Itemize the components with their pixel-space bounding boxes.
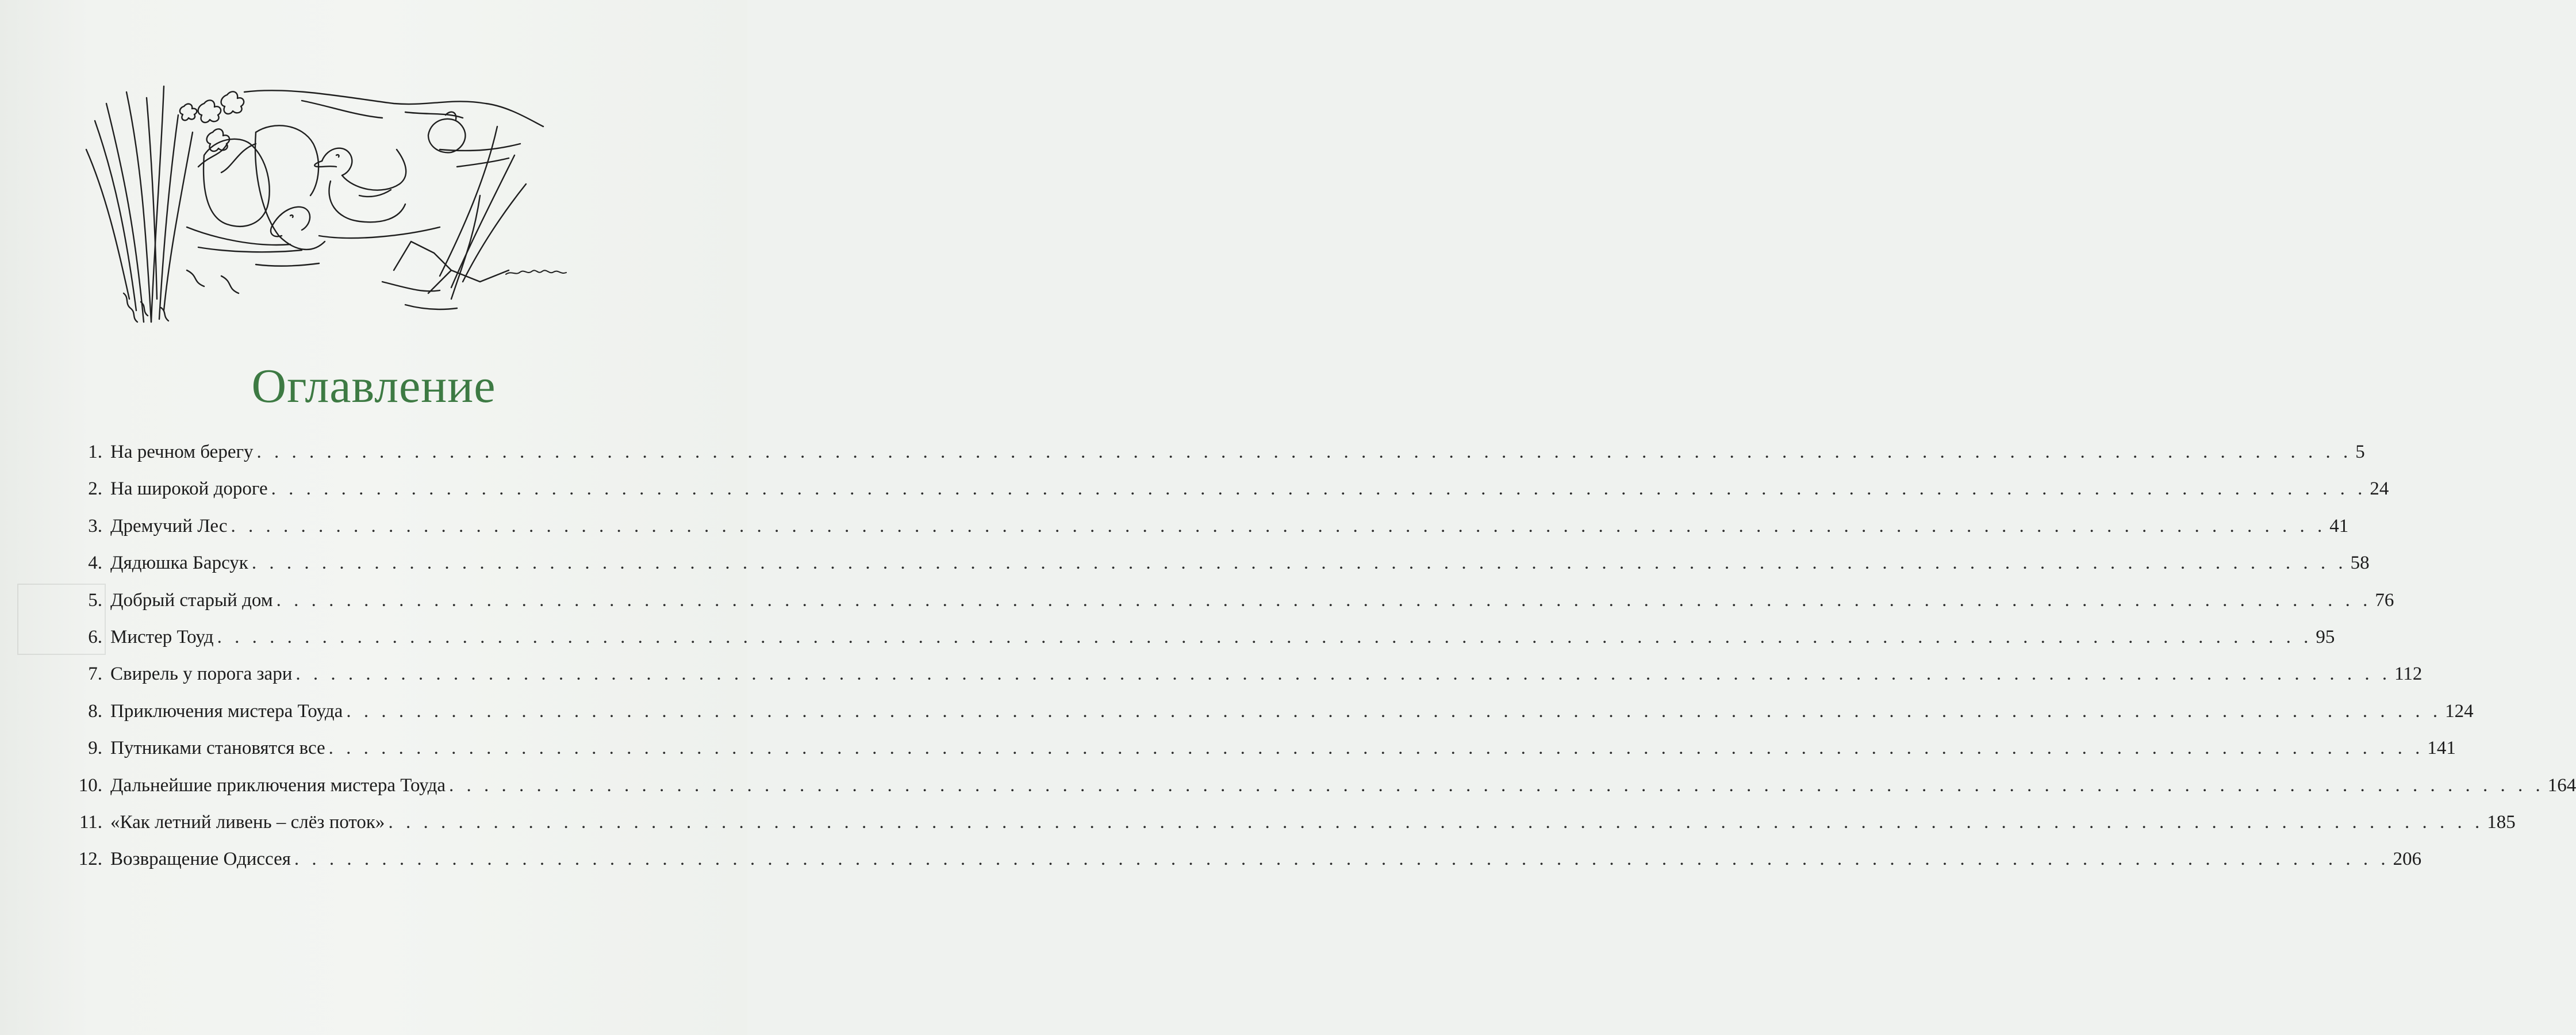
- toc-chapter-number: 6.: [88, 626, 102, 647]
- toc-entry[interactable]: [64, 626, 2335, 664]
- toc-entry[interactable]: [64, 553, 2370, 589]
- toc-page-number: 141: [2427, 738, 2456, 759]
- toc-dot-leader: . . . . . . . . . . . . . . . . . . . . . . . . . . . . . . . . . . . . . . . . . . . . . . . . . . . . . . . . . . . . . . . . . . . . . . . . . . . . . . . . . . . . . . . . . . . . . . . . . . . . . . . . . . . . . . . . . . . . . . . .: [231, 515, 2327, 536]
- toc-chapter-number: 2.: [88, 478, 102, 500]
- toc-dot-leader: . . . . . . . . . . . . . . . . . . . . . . . . . . . . . . . . . . . . . . . . . . . . . . . . . . . . . . . . . . . . . . . . . . . . . . . . . . . . . . . . . . . . . . . . . . . . . . . . . . . . . . . . . . . . . . . . . . . . . . . .: [295, 664, 2391, 685]
- toc-entry[interactable]: [64, 664, 2423, 700]
- toc-chapter-title: Приключения мистера Тоуда: [110, 700, 343, 722]
- toc-page-number: 185: [2487, 811, 2516, 833]
- toc-dot-leader: . . . . . . . . . . . . . . . . . . . . . . . . . . . . . . . . . . . . . . . . . . . . . . . . . . . . . . . . . . . . . . . . . . . . . . . . . . . . . . . . . . . . . . . . . . . . . . . . . . . . . . . . . . . . . . . . . . . . . . . .: [346, 700, 2442, 722]
- page-title: Оглавление: [251, 359, 496, 413]
- toc-page-number: 112: [2394, 664, 2423, 685]
- toc-chapter-title: Дремучий Лес: [110, 515, 228, 536]
- toc-entry[interactable]: [64, 700, 2474, 738]
- toc-dot-leader: . . . . . . . . . . . . . . . . . . . . . . . . . . . . . . . . . . . . . . . . . . . . . . . . . . . . . . . . . . . . . . . . . . . . . . . . . . . . . . . . . . . . . . . . . . . . . . . . . . . . . . . . . . . . . . . . . . . . . . . .: [256, 442, 2352, 462]
- toc-chapter-title: Добрый старый дом: [110, 589, 273, 611]
- toc-chapter-title: Возвращение Одиссея: [110, 849, 291, 870]
- toc-chapter-title: Дальнейшие приключения мистера Тоуда: [110, 775, 446, 796]
- toc-chapter-number: 1.: [88, 442, 102, 462]
- toc-chapter-number: 3.: [88, 515, 102, 536]
- toc-entry[interactable]: [64, 849, 2422, 885]
- toc-chapter-title: На широкой дороге: [110, 478, 268, 500]
- toc-chapter-number: 5.: [88, 589, 102, 611]
- toc-chapter-number: 4.: [88, 553, 102, 574]
- toc-page-number: 76: [2375, 589, 2394, 611]
- toc-page-number: 164: [2547, 775, 2576, 796]
- toc-page-number: 124: [2445, 700, 2474, 722]
- toc-entry[interactable]: [64, 811, 2516, 849]
- toc-chapter-title: «Как летний ливень – слёз поток»: [110, 811, 385, 833]
- toc-dot-leader: . . . . . . . . . . . . . . . . . . . . . . . . . . . . . . . . . . . . . . . . . . . . . . . . . . . . . . . . . . . . . . . . . . . . . . . . . . . . . . . . . . . . . . . . . . . . . . . . . . . . . . . . . . . . . . . . . . . . . . . .: [388, 811, 2484, 833]
- toc-page-number: 95: [2316, 626, 2335, 647]
- ducks-illustration: [83, 80, 612, 334]
- toc-chapter-number: 9.: [88, 738, 102, 759]
- table-of-contents: [64, 442, 2576, 886]
- toc-chapter-title: Мистер Тоуд: [110, 626, 214, 647]
- toc-dot-leader: . . . . . . . . . . . . . . . . . . . . . . . . . . . . . . . . . . . . . . . . . . . . . . . . . . . . . . . . . . . . . . . . . . . . . . . . . . . . . . . . . . . . . . . . . . . . . . . . . . . . . . . . . . . . . . . . . . . . . . . .: [217, 626, 2313, 647]
- toc-page-number: 5: [2355, 442, 2365, 462]
- toc-chapter-number: 10.: [78, 775, 102, 796]
- toc-dot-leader: . . . . . . . . . . . . . . . . . . . . . . . . . . . . . . . . . . . . . . . . . . . . . . . . . . . . . . . . . . . . . . . . . . . . . . . . . . . . . . . . . . . . . . . . . . . . . . . . . . . . . . . . . . . . . . . . . . . . . . . .: [271, 478, 2367, 500]
- toc-entry[interactable]: [64, 738, 2456, 775]
- toc-entry[interactable]: [64, 515, 2349, 553]
- toc-chapter-title: Свирель у порога зари: [110, 664, 293, 685]
- toc-page-number: 41: [2329, 515, 2349, 536]
- toc-page-number: 24: [2370, 478, 2389, 500]
- toc-entry[interactable]: [64, 478, 2389, 515]
- toc-chapter-number: 8.: [88, 700, 102, 722]
- toc-chapter-number: 7.: [88, 664, 102, 685]
- toc-entry[interactable]: [64, 775, 2576, 812]
- toc-chapter-number: 11.: [79, 811, 102, 833]
- toc-dot-leader: . . . . . . . . . . . . . . . . . . . . . . . . . . . . . . . . . . . . . . . . . . . . . . . . . . . . . . . . . . . . . . . . . . . . . . . . . . . . . . . . . . . . . . . . . . . . . . . . . . . . . . . . . . . . . . . . . . . . . . . .: [294, 849, 2390, 870]
- toc-dot-leader: . . . . . . . . . . . . . . . . . . . . . . . . . . . . . . . . . . . . . . . . . . . . . . . . . . . . . . . . . . . . . . . . . . . . . . . . . . . . . . . . . . . . . . . . . . . . . . . . . . . . . . . . . . . . . . . . . . . . . . . .: [276, 589, 2372, 611]
- toc-page-number: 206: [2393, 849, 2422, 870]
- toc-entry[interactable]: [64, 442, 2365, 478]
- toc-entry[interactable]: [64, 589, 2394, 627]
- toc-page-number: 58: [2350, 553, 2370, 574]
- toc-dot-leader: . . . . . . . . . . . . . . . . . . . . . . . . . . . . . . . . . . . . . . . . . . . . . . . . . . . . . . . . . . . . . . . . . . . . . . . . . . . . . . . . . . . . . . . . . . . . . . . . . . . . . . . . . . . . . . . . . . . . . . . .: [449, 775, 2544, 796]
- toc-chapter-title: На речном берегу: [110, 442, 254, 462]
- toc-chapter-title: Дядюшка Барсук: [110, 553, 248, 574]
- toc-dot-leader: . . . . . . . . . . . . . . . . . . . . . . . . . . . . . . . . . . . . . . . . . . . . . . . . . . . . . . . . . . . . . . . . . . . . . . . . . . . . . . . . . . . . . . . . . . . . . . . . . . . . . . . . . . . . . . . . . . . . . . . .: [328, 738, 2424, 759]
- toc-chapter-title: Путниками становятся все: [110, 738, 325, 759]
- toc-dot-leader: . . . . . . . . . . . . . . . . . . . . . . . . . . . . . . . . . . . . . . . . . . . . . . . . . . . . . . . . . . . . . . . . . . . . . . . . . . . . . . . . . . . . . . . . . . . . . . . . . . . . . . . . . . . . . . . . . . . . . . . .: [251, 553, 2347, 574]
- toc-chapter-number: 12.: [78, 849, 102, 870]
